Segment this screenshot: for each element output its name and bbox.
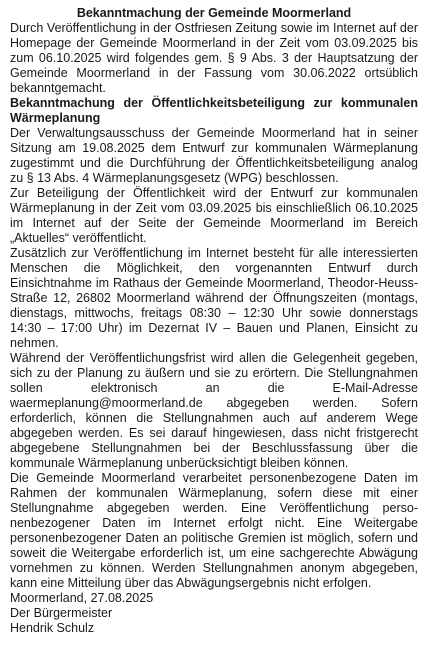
- place-date: Moormerland, 27.08.2025: [10, 591, 154, 605]
- notice-subtitle: Bekanntmachung der Öffentlichkeitsbeteiligung zur kommunalen Wärmeplanung: [10, 96, 418, 125]
- paragraph-inspection-townhall: Zusätzlich zur Veröffentlichung im Internet besteht für alle interessierten Menschen die Möglichkeit, den vorgenannten Entwurf durch Einsichtnahme im Rathaus der Gemeinde Moormerland, Theodor-Heuss-Straße 12, 26802 Moormerland während der Öffnungszeiten (montags, dienstags, mittwochs, freitags 08:30 – 12:30 Uhr sowie donnerstags 14:30 – 17:00 Uhr) im Dezernat IV – Bauen und Planen, Einsicht zu nehmen.: [10, 246, 418, 350]
- paragraph-data-protection: Die Gemeinde Moormerland verarbeitet personenbezogene Daten im Rahmen der kommunalen Wärmeplanung, sofern diese mit einer Stellungnahme abgegeben werden. Eine Veröffentlichung personenbezogener Daten im Internet erfolgt nicht. Eine Weitergabe personenbezogener Daten an politische Gremien ist möglich, sofern und soweit die Weitergabe erforderlich ist, um eine sachgerechte Abwägung vornehmen zu können. Werden Stellungnahmen anonym abgegeben, kann eine Mitteilung über das Abwägungsergebnis nicht erfolgen.: [10, 471, 418, 590]
- paragraph-statements: Während der Veröffentlichungsfrist wird allen die Gelegenheit gegeben, sich zu der Planung zu äußern und sie zu erörtern. Die Stellungnahmen sollen elektronisch an die E-Mail-Adresse waermeplanung@moormerland.de abgegeben werden. Sofern erforderlich, können die Stellungnahmen auch auf anderem Wege abgegeben werden. Es sei darauf hingewiesen, dass nicht fristgerecht abgegebene Stellungnahmen bei der Beschlussfassung über die kommunale Wärmeplanung unberücksichtigt bleiben können.: [10, 351, 418, 470]
- intro-paragraph: Durch Veröffentlichung in der Ostfriesen Zeitung sowie im Internet auf der Homepage der Gemeinde Moormerland in der Zeit vom 03.09.2025 bis zum 06.10.2025 wird folgendes gem. § 9 Abs. 3 der Hauptsatzung der Gemeinde Moormerland in der Fassung vom 30.06.2022 ortsüblich bekanntgemacht.: [10, 21, 418, 95]
- paragraph-committee-decision: Der Verwaltungsausschuss der Gemeinde Moormerland hat in seiner Sitzung am 19.08.2025 dem Entwurf zur kommunalen Wärmeplanung zugestimmt und die Durchführung der Öffentlichkeitsbeteiligung analog zu § 13 Abs. 4 Wärmeplanungsgesetz (WPG) beschlossen.: [10, 126, 418, 185]
- notice-title: Bekanntmachung der Gemeinde Moormerland: [76, 6, 352, 20]
- paragraph-publication-period: Zur Beteiligung der Öffentlichkeit wird der Entwurf zur kommunalen Wärmeplanung in der Zeit vom 03.09.2025 bis einschließlich 06.10.2025 im Internet auf der Seite der Gemeinde Moormerland im Bereich „Aktuelles“ veröffentlicht.: [10, 186, 418, 245]
- signatory-name: Hendrik Schulz: [10, 621, 95, 635]
- signatory-title: Der Bürgermeister: [10, 606, 113, 620]
